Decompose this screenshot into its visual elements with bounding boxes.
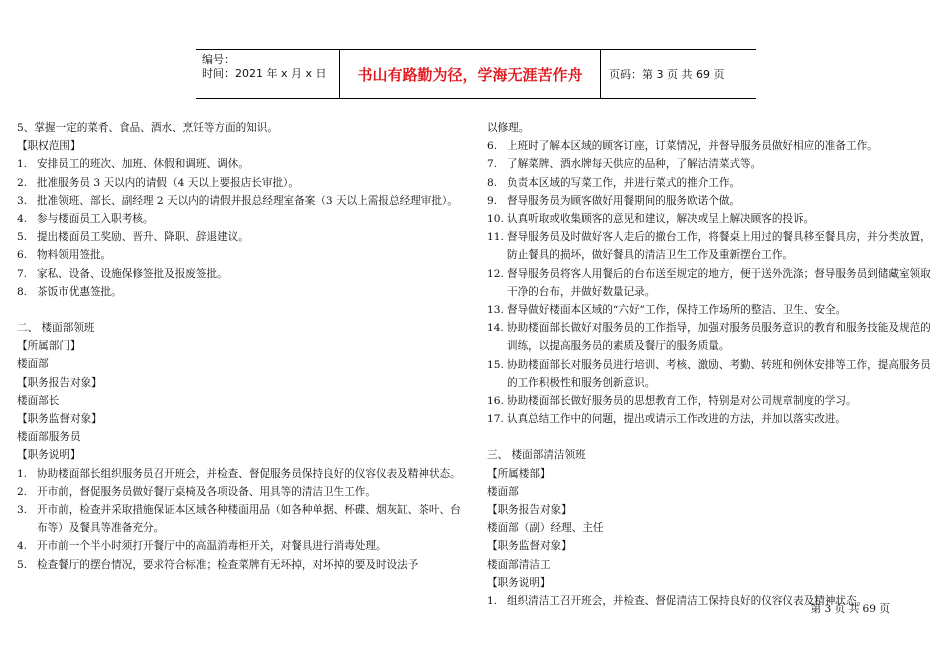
left-column — [17, 119, 462, 574]
list-item-text: 参与楼面员工入职考核。 — [37, 213, 154, 226]
list-item-text: 协助楼面部长做好服务员的思想教育工作，特别是对公司规章制度的学习。 — [507, 395, 857, 408]
list-item-number: 6. — [17, 249, 28, 262]
list-item-text: 协助楼面部长组织服务员召开班会，并检查、督促服务员保持良好的仪容仪表及精神状态。 — [37, 467, 461, 480]
list-item-text: 批准领班、部长、副经理 2 天以内的请假并报总经理室备案（3 天以上需报总经理审批）。 — [37, 194, 458, 207]
list-item — [17, 174, 462, 192]
list-item-number: 2. — [17, 485, 28, 498]
header-number-label: 编号： — [202, 53, 235, 66]
list-item — [17, 210, 462, 228]
list-item-text: 检查餐厅的摆台情况，要求符合标准；检查菜牌有无坏掉，对坏掉的要及时设法予 — [37, 558, 419, 571]
list-item-text: 督导服务员及时做好客人走后的撤台工作，将餐桌上用过的餐具移至餐具房，并分类放置，防止餐具的损坏，做好餐具的清洁卫生工作及重新摆台工作。 — [507, 231, 931, 262]
list-item-text: 开市前一个半小时须打开餐厅中的高温消毒柜开关，对餐具进行消毒处理。 — [37, 540, 387, 553]
list-item — [17, 537, 462, 555]
blank-line — [17, 301, 462, 319]
text-line: 楼面部清洁工 — [487, 558, 551, 571]
header-motto: 书山有路勤为径，学海无涯苦作舟 — [340, 50, 601, 98]
list-item-number: 17. — [487, 413, 504, 426]
list-item-text: 批准服务员 3 天以内的请假（4 天以上要报店长审批）。 — [37, 176, 299, 189]
list-item-text: 负责本区域的写菜工作，并进行菜式的推介工作。 — [507, 176, 741, 189]
list-item — [487, 137, 937, 155]
text-line: 【职务监督对象】 — [487, 540, 572, 553]
text-line: 【所属楼部】 — [487, 467, 551, 480]
list-item-number: 4. — [17, 540, 28, 553]
right-column — [487, 119, 937, 610]
list-item — [17, 265, 462, 283]
text-line: 【职务监督对象】 — [17, 413, 102, 426]
list-item — [17, 155, 462, 173]
list-item-text: 家私、设备、设施保修签批及报废签批。 — [37, 267, 228, 280]
list-item-text: 上班时了解本区域的顾客订座，订菜情况，并督导服务员做好相应的准备工作。 — [507, 140, 878, 153]
list-item — [487, 265, 937, 301]
list-item-number: 7. — [487, 158, 498, 171]
text-line: 楼面部长 — [17, 394, 60, 407]
list-item-number: 8. — [487, 176, 498, 189]
list-item-number: 4. — [17, 213, 28, 226]
text-line: 二、 楼面部领班 — [17, 322, 95, 335]
list-item — [487, 356, 937, 392]
text-line: 【职权范围】 — [17, 140, 81, 153]
list-item — [487, 228, 937, 264]
list-item-number: 1. — [487, 595, 498, 608]
list-item-text: 组织清洁工召开班会，并检查、督促清洁工保持良好的仪容仪表及精神状态。 — [507, 595, 868, 608]
text-line: 【职务报告对象】 — [17, 376, 102, 389]
list-item-text: 督导服务员将客人用餐后的台布送至规定的地方，便于送外洗涤；督导服务员到储藏室领取干净的台布，并做好数量记录。 — [507, 267, 931, 298]
list-item-number: 1. — [17, 467, 28, 480]
list-item-text: 协助楼面部长对服务员进行培训、考核、激励、考勤、转班和例休安排等工作，提高服务员的工作积极性和服务创新意识。 — [507, 358, 931, 389]
list-item-text: 督导服务员为顾客做好用餐期间的服务欧诺个做。 — [507, 194, 741, 207]
list-item-number: 15. — [487, 358, 504, 371]
list-item-text: 提出楼面员工奖励、晋升、降职、辞退建议。 — [37, 231, 249, 244]
list-item-text: 了解菜牌、酒水牌每天供应的品种，了解沽清菜式等。 — [507, 158, 762, 171]
list-item-text: 开市前，检查并采取措施保证本区域各种楼面用品（如各种单据、杯碟、烟灰缸、茶叶、台布等）及餐具等准备充分。 — [37, 504, 461, 535]
text-line: 以修理。 — [487, 122, 530, 134]
header-meta — [196, 50, 340, 98]
list-item-number: 11. — [487, 231, 504, 244]
list-item-number: 8. — [17, 285, 28, 298]
page-header — [196, 49, 756, 99]
list-item-text: 督导做好楼面本区域的“六好”工作，保持工作场所的整洁、卫生、安全。 — [507, 304, 847, 317]
list-item-text: 茶饭市优惠签批。 — [37, 285, 122, 298]
text-line: 楼面部 — [487, 485, 519, 498]
list-item-text: 开市前，督促服务员做好餐厅桌椅及各项设备、用具等的清洁卫生工作。 — [37, 485, 376, 498]
list-item-number: 5. — [17, 231, 28, 244]
list-item-number: 13. — [487, 304, 504, 317]
list-item — [487, 174, 937, 192]
list-item-number: 5. — [17, 558, 28, 571]
list-item — [487, 155, 937, 173]
text-line: 【职务报告对象】 — [487, 504, 572, 517]
list-item — [17, 192, 462, 210]
list-item-number: 3. — [17, 194, 28, 207]
text-line: 三、 楼面部清洁领班 — [487, 449, 586, 462]
list-item — [487, 392, 937, 410]
text-line: 【职务说明】 — [487, 576, 551, 589]
text-line: 楼面部服务员 — [17, 431, 81, 444]
text-line: 【职务说明】 — [17, 449, 81, 462]
text-line: 楼面部 — [17, 358, 49, 371]
blank-line — [487, 428, 937, 446]
list-item-number: 2. — [17, 176, 28, 189]
list-item-number: 6. — [487, 140, 498, 153]
list-item-text: 物料领用签批。 — [37, 249, 112, 262]
list-item — [17, 283, 462, 301]
list-item-number: 14. — [487, 322, 504, 335]
list-item-number: 3. — [17, 504, 28, 517]
text-line: 5、掌握一定的菜肴、食品、酒水、烹饪等方面的知识。 — [17, 122, 278, 134]
list-item-number: 16. — [487, 395, 504, 408]
header-time-label: 时间：2021 年 x 月 x 日 — [202, 67, 327, 80]
header-page-label: 页码：第 3 页 共 69 页 — [609, 68, 725, 81]
list-item — [487, 192, 937, 210]
list-item-text: 安排员工的班次、加班、休假和调班、调休。 — [37, 158, 249, 171]
list-item — [487, 319, 937, 355]
list-item — [17, 465, 462, 483]
text-line: 楼面部（副）经理、主任 — [487, 522, 604, 535]
list-item — [17, 501, 462, 537]
list-item — [487, 301, 937, 319]
list-item — [17, 483, 462, 501]
list-item — [487, 410, 937, 428]
page-footer: 第 3 页 共 69 页 — [810, 603, 890, 615]
list-item — [17, 556, 462, 574]
list-item-text: 认真总结工作中的问题，提出或请示工作改进的方法，并加以落实改进。 — [507, 413, 846, 426]
list-item-number: 9. — [487, 194, 498, 207]
list-item-number: 7. — [17, 267, 28, 280]
list-item-number: 1. — [17, 158, 28, 171]
list-item — [487, 210, 937, 228]
list-item-text: 协助楼面部长做好对服务员的工作指导，加强对服务员服务意识的教育和服务技能及规范的训练，以提高服务员的素质及餐厅的服务质量。 — [507, 322, 931, 353]
list-item-number: 12. — [487, 267, 504, 280]
list-item-text: 认真听取或收集顾客的意见和建议，解决或呈上解决顾客的投诉。 — [507, 213, 815, 226]
list-item — [17, 228, 462, 246]
list-item-number: 10. — [487, 213, 504, 226]
list-item — [17, 246, 462, 264]
text-line: 【所属部门】 — [17, 340, 81, 353]
